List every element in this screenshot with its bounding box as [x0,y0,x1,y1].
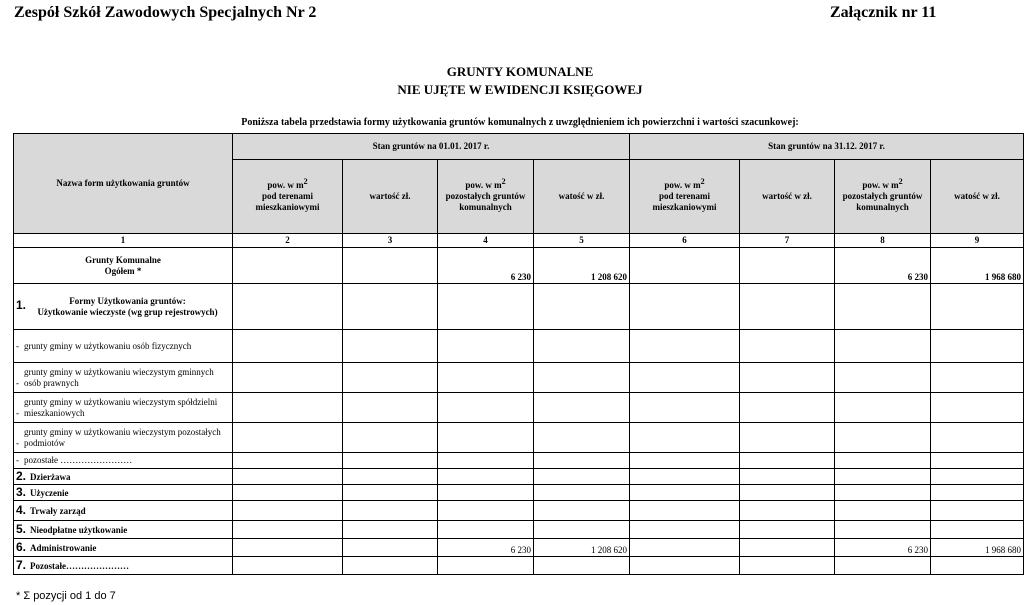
period1-header: Stan gruntów na 01.01. 2017 r. [233,134,630,160]
admin-area-other-start: 6 230 [438,539,534,557]
total-area-other-end: 6 230 [835,248,931,284]
total-label: Grunty Komunalne Ogółem * [14,248,233,284]
intro-text: Poniższa tabela przedstawia formy użytkowania gruntów komunalnych z uwzględnieniem ich powierzchni i wartości szacunkowej: [241,117,799,128]
table-row-sub [14,453,1024,469]
table-row-sub [14,423,1024,453]
admin-area-other-end: 6 230 [835,539,931,557]
colnum: 2 [233,234,343,248]
total-value-end: 1 968 680 [931,248,1024,284]
colnum: 6 [630,234,740,248]
colnum: 4 [438,234,534,248]
row3-label: 3. Użyczenie [14,485,233,501]
area-other-header-2: pow. w $m^2$ pozostałych gruntów komunalnych [835,160,931,234]
colnum: 1 [14,234,233,248]
colnum: 8 [835,234,931,248]
table-row-1 [14,284,1024,330]
sub-row-label: -grunty gminy w użytkowaniu wieczystym pozostałych podmiotów [14,423,233,453]
table-row-4 [14,501,1024,521]
admin-value-start: 1 208 620 [534,539,630,557]
total-value-start: 1 208 620 [534,248,630,284]
row4-label: 4. Trwały zarząd [14,501,233,521]
row1-label: 1. Formy Użytkowania gruntów: Użytkowanie wieczyste (wg grup rejestrowych) [14,284,233,330]
land-table [13,133,1024,575]
row6-label: 6. Administrowanie [14,539,233,557]
row5-label: 5. Nieodpłatne użytkowanie [14,521,233,539]
value-header-3: wartość w zł. [740,160,835,234]
school-name: Zespół Szkół Zawodowych Specjalnych Nr 2 [14,4,317,21]
table-row-7 [14,557,1024,575]
table-row-6 [14,539,1024,557]
table-row-3 [14,485,1024,501]
sub-row-label: - pozostałe …………………… [14,453,233,469]
table-row-sub [14,330,1024,363]
column-number-row [14,234,1024,248]
colnum: 3 [343,234,438,248]
table-row-sub [14,393,1024,423]
area-other-header-1: pow. w $m^2$ pozostałych gruntów komunalnych [438,160,534,234]
row7-label: 7. Pozostałe………………… [14,557,233,575]
document-title: GRUNTY KOMUNALNE [446,64,594,79]
value-header-1: wartość zł. [343,160,438,234]
value-header-4: watość w zł. [931,160,1024,234]
colnum: 5 [534,234,630,248]
sub-row-label: -grunty gminy w użytkowaniu wieczystym gminnych osób prawnych [14,363,233,393]
area-residential-header-2: pow. w $m^2$ pod terenami mieszkaniowymi [630,160,740,234]
footnote: * Σ pozycji od 1 do 7 [16,590,116,602]
table-row-total [14,248,1024,284]
value-header-2: watość w zł. [534,160,630,234]
sub-row-label: - grunty gminy w użytkowaniu osób fizycznych [14,330,233,363]
row2-label: 2. Dzierżawa [14,469,233,485]
table-row-sub [14,363,1024,393]
sub-row-label: -grunty gminy w użytkowaniu wieczystym spółdzielni mieszkaniowych [14,393,233,423]
period2-header: Stan gruntów na 31.12. 2017 r. [630,134,1024,160]
admin-value-end: 1 968 680 [931,539,1024,557]
name-header: Nazwa form użytkowania gruntów [14,134,233,234]
total-area-other-start: 6 230 [438,248,534,284]
colnum: 7 [740,234,835,248]
area-residential-header-1: pow. w $m^2$ pod terenami mieszkaniowymi [233,160,343,234]
attachment-number: Załącznik nr 11 [830,4,937,21]
row1-number: 1. [16,297,27,312]
document-subtitle: NIE UJĘTE W EWIDENCJI KSIĘGOWEJ [397,82,643,97]
table-row-5 [14,521,1024,539]
colnum: 9 [931,234,1024,248]
table-row-2 [14,469,1024,485]
